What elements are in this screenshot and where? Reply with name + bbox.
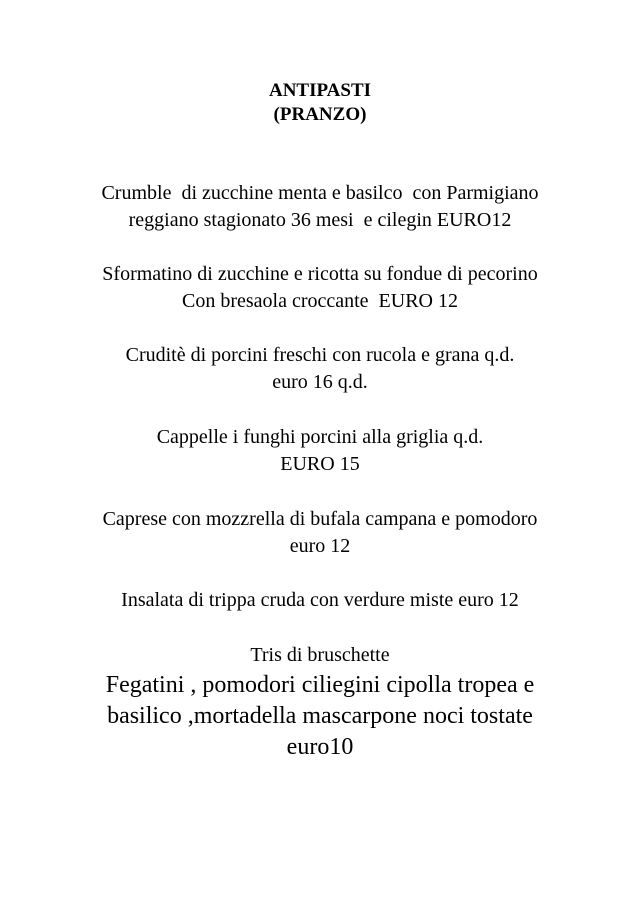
menu-item-cappelle-line1: Cappelle i funghi porcini alla griglia q.d. <box>156 426 484 448</box>
menu-heading: ANTIPASTI <box>268 80 372 101</box>
menu-item-sformatino-line1: Sformatino di zucchine e ricotta su fondue di pecorino <box>102 263 538 285</box>
menu-item-bruschette-title: Tris di bruschette <box>250 644 390 666</box>
menu-item-caprese-line1: Caprese con mozzrella di bufala campana e pomodoro <box>102 508 538 530</box>
menu-item-sformatino-line2: Con bresaola croccante EURO 12 <box>181 290 458 312</box>
menu-item-crumble-line2: reggiano stagionato 36 mesi e cilegin EURO12 <box>128 209 512 231</box>
menu-item-insalata-line1: Insalata di trippa cruda con verdure miste euro 12 <box>121 589 519 611</box>
menu-item-crumble-line1: Crumble di zucchine menta e basilco con Parmigiano <box>101 182 539 204</box>
menu-item-caprese-line2: euro 12 <box>289 535 351 557</box>
menu-item-crudite-line2: euro 16 q.d. <box>272 371 368 393</box>
menu-item-bruschette-line3: basilico ,mortadella mascarpone noci tostate <box>107 703 533 729</box>
menu-item-cappelle-line2: EURO 15 <box>280 453 360 475</box>
menu-item-bruschette-price: euro10 <box>286 734 354 760</box>
menu-subheading: (PRANZO) <box>273 104 367 125</box>
menu-item-bruschette-line2: Fegatini , pomodori ciliegini cipolla tropea e <box>105 672 535 698</box>
menu-item-crudite-line1: Cruditè di porcini freschi con rucola e grana q.d. <box>125 344 515 366</box>
